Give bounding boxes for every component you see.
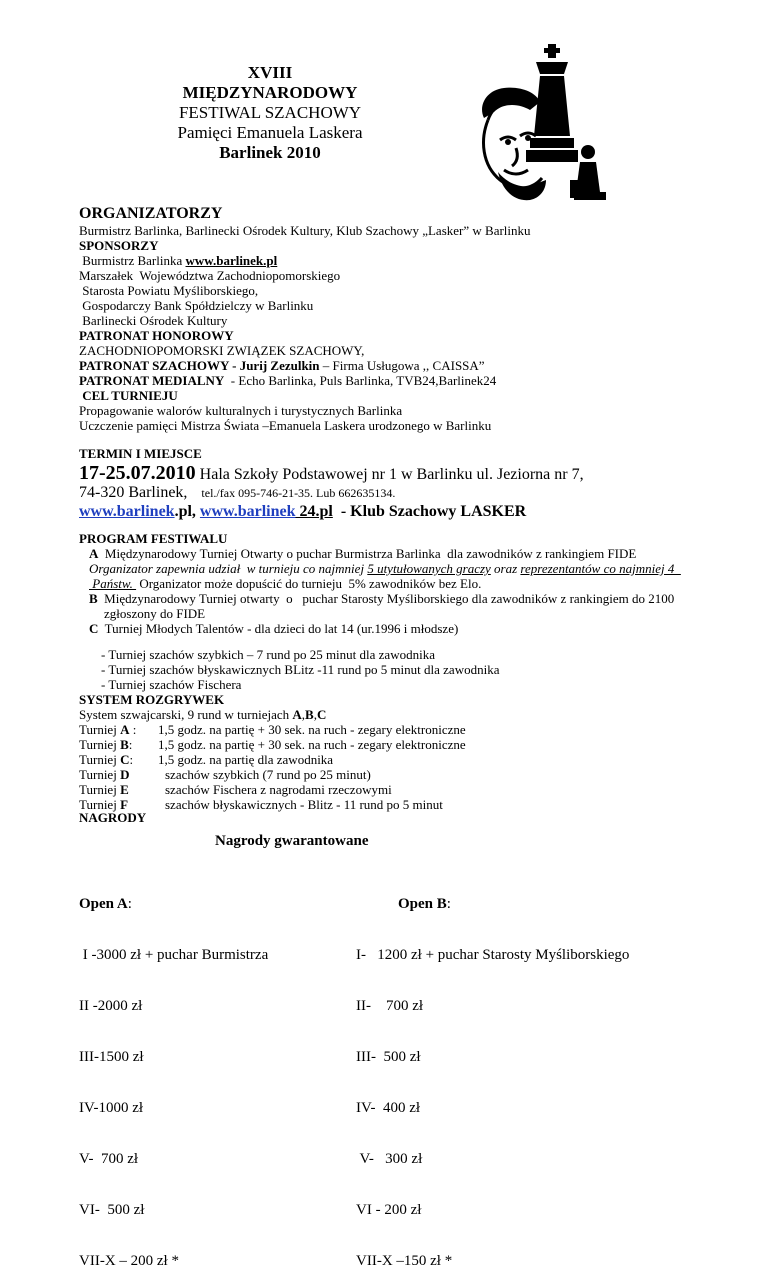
open-b-title: Open B: [398, 896, 451, 912]
system-row-sep: : [129, 752, 134, 767]
program-a-letter: A [89, 546, 99, 561]
chess-patron-text: – Firma Usługowa ,, CAISSA” [319, 358, 485, 373]
program-c-text: Turniej Młodych Talentów - dla dzieci do lat 14 (ur.1996 i młodsze) [98, 621, 459, 636]
open-b-column [356, 862, 629, 1287]
venue-line-1 [79, 462, 584, 486]
open-a-prize: VII-X – 200 zł * [79, 1253, 179, 1269]
chess-king-portrait-logo-icon [470, 40, 620, 210]
link-separator: .pl, [174, 503, 200, 520]
system-row-letter: A [120, 722, 130, 737]
program-b-letter: B [89, 591, 98, 606]
program-a-note-elo: Organizator może dopuścić do turnieju 5% zawodników bez Elo. [136, 576, 482, 591]
sponsors-heading: SPONSORZY [79, 238, 159, 253]
media-patron [79, 373, 496, 388]
sponsor-3: Starosta Powiatu Myśliborskiego, [79, 283, 259, 298]
sponsor-4: Gospodarczy Bank Spółdzielczy w Barlinku [79, 298, 314, 313]
barlinek24-link-suffix[interactable]: 24.pl [295, 503, 333, 520]
program-a-note-states: Państw. [89, 576, 137, 591]
system-intro: System szwajcarski, 9 rund w turniejach A,B,C [79, 707, 327, 722]
festival-edition: XVIII [247, 63, 293, 82]
open-a-prize: V- 700 zł [79, 1151, 139, 1167]
venue-links [79, 502, 526, 521]
club-name: - Klub Szachowy LASKER [332, 503, 527, 520]
open-b-prize: V- 300 zł [356, 1151, 423, 1167]
festival-dates: 17-25.07.2010 [79, 462, 196, 484]
system-row-label: Turniej [79, 737, 121, 752]
program-a-note-players: 5 utytułowanych graczy [367, 561, 491, 576]
media-patron-label: PATRONAT MEDIALNY [79, 373, 225, 388]
goal-1: Propagowanie walorów kulturalnych i turystycznych Barlinka [79, 403, 403, 418]
program-b-text-2: zgłoszony do FIDE [104, 606, 206, 621]
festival-memorial: Pamięci Emanuela Laskera [177, 123, 363, 142]
system-row-text: szachów szybkich (7 rund po 25 minut) [165, 767, 371, 782]
program-extra-1: - Turniej szachów szybkich – 7 rund po 25 minut dla zawodnika [101, 647, 435, 662]
system-row-letter: F [120, 797, 129, 812]
system-row-letter: C [120, 752, 130, 767]
goal-2: Uczczenie pamięci Mistrza Świata –Emanuela Laskera urodzonego w Barlinku [79, 418, 492, 433]
venue-place: Hala Szkoły Podstawowej nr 1 w Barlinku ul. Jeziorna nr 7, [195, 466, 584, 483]
system-intro-text: System szwajcarski, 9 rund w turniejach [79, 707, 293, 722]
program-a-note-1 [89, 561, 681, 576]
system-intro-b: B [305, 707, 314, 722]
open-a-title: Open A: [79, 896, 132, 912]
program-b [89, 591, 674, 606]
open-a-prize: VI- 500 zł [79, 1202, 145, 1218]
system-intro-c: C [316, 707, 327, 722]
venue-line-2 [79, 484, 395, 502]
system-row-sep: : [128, 737, 133, 752]
open-a-prize: I -3000 zł + puchar Burmistrza [79, 947, 269, 963]
program-a [89, 546, 636, 561]
open-a-prize: IV-1000 zł [79, 1100, 144, 1116]
program-extra-3: - Turniej szachów Fischera [101, 677, 242, 692]
program-b-text: Międzynarodowy Turniej otwarty o puchar Starosty Myśliborskiego dla zawodników z rankingiem do 2100 [97, 591, 675, 606]
sponsor-5: Barlinecki Ośrodek Kultury [79, 313, 228, 328]
festival-title-international: MIĘDZYNARODOWY [182, 83, 358, 102]
program-a-note-text: Organizator zapewnia udział w turnieju co najmniej [89, 561, 368, 576]
open-b-prize: VII-X –150 zł * [356, 1253, 453, 1269]
system-row-text: 1,5 godz. na partię dla zawodnika [158, 752, 334, 767]
venue-heading: TERMIN I MIEJSCE [79, 446, 202, 461]
system-row-label: Turniej [79, 797, 121, 812]
media-patron-text: - Echo Barlinka, Puls Barlinka, TVB24,Barlinek24 [224, 373, 497, 388]
prizes-subheading: Nagrody gwarantowane [215, 833, 369, 849]
program-a-note-mid: oraz [490, 561, 521, 576]
system-heading: SYSTEM ROZGRYWEK [79, 692, 225, 707]
program-a-text: Międzynarodowy Turniej Otwarty o puchar Burmistrza Barlinka dla zawodników z rankingiem FIDE [98, 546, 637, 561]
honorary-patron-heading: PATRONAT HONOROWY [79, 328, 234, 343]
sponsor-1 [79, 253, 277, 268]
chess-patron [79, 358, 485, 373]
organizers-heading: ORGANIZATORZY [79, 205, 223, 222]
open-b-title-text: Open B [398, 896, 447, 912]
system-row-label: Turniej [79, 767, 121, 782]
open-a-column [79, 862, 268, 1287]
open-b-prize: III- 500 zł [356, 1049, 421, 1065]
program-extra-2: - Turniej szachów błyskawicznych BLitz -11 rund po 5 minut dla zawodnika [101, 662, 500, 677]
system-row-text: szachów Fischera z nagrodami rzeczowymi [165, 782, 392, 797]
barlinek-website-link[interactable]: www.barlinek.pl [185, 253, 278, 268]
program-heading: PROGRAM FESTIWALU [79, 531, 228, 546]
organizers-text: Burmistrz Barlinka, Barlinecki Ośrodek Kultury, Klub Szachowy „Lasker” w Barlinku [79, 223, 531, 238]
system-row-letter: B [120, 737, 129, 752]
system-row-label: Turniej [79, 782, 121, 797]
prizes-heading: NAGRODY [79, 810, 147, 825]
barlinek24-link[interactable]: www.barlinek [199, 503, 296, 520]
system-row-text: 1,5 godz. na partię + 30 sek. na ruch - zegary elektroniczne [158, 737, 466, 752]
sponsor-1-text: Burmistrz Barlinka [79, 253, 186, 268]
system-row-text: 1,5 godz. na partię + 30 sek. na ruch - zegary elektroniczne [158, 722, 466, 737]
system-row-letter: E [120, 782, 129, 797]
venue-city: 74-320 Barlinek, [79, 484, 188, 501]
goal-heading: CEL TURNIEJU [79, 388, 178, 403]
venue-phone: tel./fax 095-746-21-35. Lub 662635134. [201, 486, 396, 500]
chess-patron-label: PATRONAT SZACHOWY - Jurij Zezulkin [79, 358, 320, 373]
program-c-letter: C [89, 621, 99, 636]
open-b-prize: VI - 200 zł [356, 1202, 422, 1218]
system-row-label: Turniej [79, 752, 121, 767]
sponsor-2: Marszałek Województwa Zachodniopomorskiego [79, 268, 341, 283]
barlinek-pl-link[interactable]: www.barlinek [79, 503, 175, 520]
open-b-prize: II- 700 zł [356, 998, 424, 1014]
festival-title-chess: FESTIWAL SZACHOWY [178, 103, 362, 122]
system-row-text: szachów błyskawicznych - Blitz - 11 rund po 5 minut [165, 797, 443, 812]
open-b-prize: IV- 400 zł [356, 1100, 421, 1116]
program-a-note-countries: reprezentantów co najmniej 4 [520, 561, 681, 576]
system-row-label: Turniej [79, 722, 121, 737]
open-a-prize: III-1500 zł [79, 1049, 144, 1065]
honorary-patron-text: ZACHODNIOPOMORSKI ZWIĄZEK SZACHOWY, [79, 343, 365, 358]
system-intro-a: A [292, 707, 302, 722]
system-row-sep: : [129, 722, 137, 737]
festival-place-year: Barlinek 2010 [219, 143, 321, 162]
open-b-prize: I- 1200 zł + puchar Starosty Myśliborskiego [356, 947, 630, 963]
open-a-title-text: Open A [79, 896, 128, 912]
system-row-letter: D [120, 767, 130, 782]
program-a-note-2 [89, 576, 481, 591]
open-a-prize: II -2000 zł [79, 998, 143, 1014]
program-c [89, 621, 458, 636]
